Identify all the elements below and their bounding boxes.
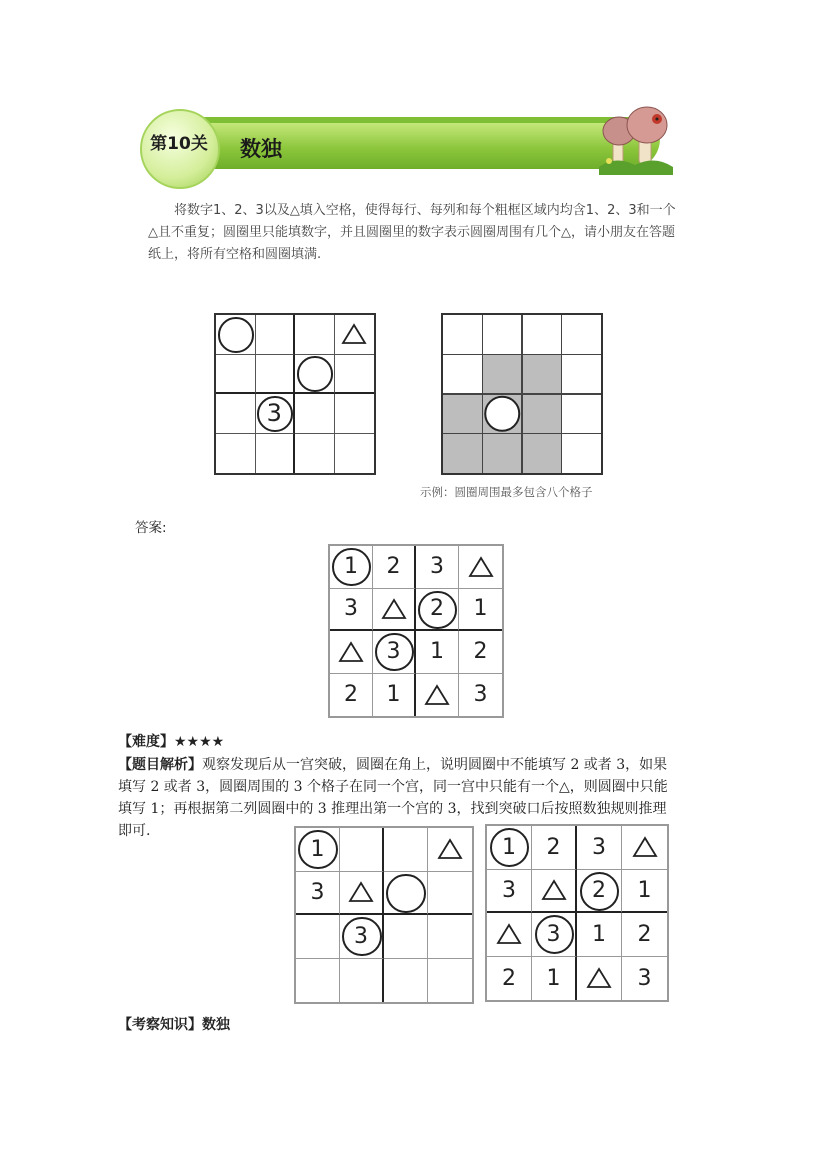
grid-cell xyxy=(416,674,459,717)
grid-number: 1 xyxy=(473,596,488,622)
grid-number: 1 xyxy=(502,834,516,860)
grid-number: 3 xyxy=(344,596,358,622)
triangle-icon xyxy=(468,556,494,578)
grid-number: 3 xyxy=(354,923,368,949)
grid-cell xyxy=(459,631,502,674)
grid-circle xyxy=(297,356,333,392)
grid-cell xyxy=(428,872,472,916)
triangle-icon xyxy=(437,838,463,860)
step-grid xyxy=(294,826,474,1004)
triangle-icon xyxy=(348,881,374,903)
triangle-icon xyxy=(496,923,522,945)
grid-number: 3 xyxy=(592,834,606,860)
grid-number: 2 xyxy=(386,554,401,580)
grid-cell xyxy=(577,826,622,870)
grid-cell xyxy=(256,355,296,395)
grid-cell xyxy=(335,434,375,474)
grid-number: 1 xyxy=(430,639,444,665)
grid-cell xyxy=(622,957,667,1001)
grid-cell xyxy=(622,913,667,957)
grid-cell xyxy=(577,957,622,1001)
grid-number: 1 xyxy=(386,682,401,708)
grid-cell xyxy=(296,828,340,872)
grid-cell xyxy=(256,394,296,434)
grid-circle xyxy=(218,317,254,353)
grid-number: 1 xyxy=(546,965,561,991)
example-grid xyxy=(441,313,603,475)
grid-number: 2 xyxy=(592,877,606,903)
triangle-icon xyxy=(338,641,364,663)
grid-number: 2 xyxy=(430,596,444,622)
triangle-icon xyxy=(381,598,407,620)
grid-number: 1 xyxy=(344,554,358,580)
grid-cell xyxy=(340,828,384,872)
grid-number: 3 xyxy=(430,554,444,580)
grid-number: 3 xyxy=(266,399,282,428)
grid-cell xyxy=(373,589,416,632)
grid-cell xyxy=(428,828,472,872)
grid-cell xyxy=(330,589,373,632)
grid-cell xyxy=(487,826,532,870)
grid-cell xyxy=(428,915,472,959)
grid-cell xyxy=(330,674,373,717)
answer-label: 答案: xyxy=(135,520,167,536)
grid-number: 2 xyxy=(546,834,561,860)
triangle-icon xyxy=(541,879,567,901)
grid-cell xyxy=(487,870,532,914)
grid-cell xyxy=(340,959,384,1003)
grid-cell xyxy=(296,872,340,916)
grid-cell xyxy=(330,631,373,674)
grid-cell xyxy=(256,434,296,474)
grid-cell xyxy=(384,959,428,1003)
grid-cell xyxy=(216,315,256,355)
grid-cell xyxy=(335,355,375,395)
grid-cell xyxy=(487,957,532,1001)
grid-number: 3 xyxy=(310,879,325,905)
example-caption: 示例：圆圈周围最多包含八个格子 xyxy=(420,485,593,499)
grid-number: 2 xyxy=(637,921,652,947)
grid-cell xyxy=(487,913,532,957)
grid-cell xyxy=(459,589,502,632)
triangle-icon xyxy=(632,836,658,858)
grid-number: 3 xyxy=(546,921,561,947)
grid-cell xyxy=(532,826,577,870)
triangle-icon xyxy=(586,967,612,989)
grid-cell xyxy=(256,315,296,355)
grid-cell xyxy=(577,870,622,914)
grid-number: 3 xyxy=(386,639,401,665)
example-grid-drawing xyxy=(443,315,601,473)
example-circle xyxy=(485,397,519,431)
grid-cell xyxy=(373,674,416,717)
grid-cell xyxy=(532,870,577,914)
grid-number: 3 xyxy=(473,682,488,708)
knowledge-label: 【考察知识】 xyxy=(118,1017,202,1033)
grid-number: 1 xyxy=(592,921,606,947)
grid-cell xyxy=(295,394,335,434)
grid-circle xyxy=(386,874,425,913)
triangle-icon xyxy=(341,323,367,345)
analysis-label: 【题目解析】 xyxy=(118,757,202,773)
grid-cell xyxy=(532,957,577,1001)
analysis-text: 观察发现后从一宫突破，圆圈在角上，说明圆圈中不能填写 2 或者 3，如果填写 2 或者 3，圆圈周围的 3 个格子在同一个宫，同一宫中只能有一个△，则圆圈中只能填写 1；再根据第二列圆圈中的 3 推理出第一个宫的 3，找到突破口后按照数独规则推理即可. xyxy=(118,757,668,839)
grid-cell xyxy=(373,546,416,589)
grid-cell xyxy=(295,315,335,355)
level-number: 第10关 xyxy=(150,134,208,154)
grid-cell xyxy=(216,394,256,434)
grid-cell xyxy=(622,826,667,870)
grid-cell xyxy=(577,913,622,957)
grid-cell xyxy=(532,913,577,957)
knowledge-line xyxy=(118,1014,230,1036)
grid-cell xyxy=(340,872,384,916)
grid-cell xyxy=(459,674,502,717)
difficulty-label: 【难度】 xyxy=(118,734,174,750)
grid-number: 2 xyxy=(502,965,516,991)
grid-cell xyxy=(295,355,335,395)
level-banner xyxy=(140,105,670,185)
grid-cell xyxy=(296,915,340,959)
answer-grid xyxy=(328,544,504,718)
grid-number: 3 xyxy=(502,877,516,903)
grid-cell xyxy=(428,959,472,1003)
knowledge-value: 数独 xyxy=(202,1017,230,1033)
grid-cell xyxy=(340,915,384,959)
grid-cell xyxy=(622,870,667,914)
grid-number: 1 xyxy=(310,836,325,862)
final-grid xyxy=(485,824,669,1002)
grid-cell xyxy=(330,546,373,589)
grid-number: 3 xyxy=(637,965,652,991)
grid-cell xyxy=(216,355,256,395)
grid-cell xyxy=(335,394,375,434)
puzzle-grid xyxy=(214,313,376,475)
grid-cell xyxy=(416,631,459,674)
grid-cell xyxy=(416,546,459,589)
grid-cell xyxy=(384,872,428,916)
grid-number: 2 xyxy=(344,682,358,708)
triangle-icon xyxy=(424,684,450,706)
mushroom-icon xyxy=(595,105,675,175)
instructions: 将数字1、2、3以及△填入空格，使得每行、每列和每个粗框区域内均含1、2、3和一个△且不重复；圆圈里只能填数字，并且圆圈里的数字表示圆圈周围有几个△，请小朋友在答题纸上，将所有空格和圆圈填满. xyxy=(148,203,676,262)
grid-number: 2 xyxy=(473,639,488,665)
grid-cell xyxy=(384,915,428,959)
grid-cell xyxy=(384,828,428,872)
grid-cell xyxy=(416,589,459,632)
grid-cell xyxy=(216,434,256,474)
grid-cell xyxy=(296,959,340,1003)
grid-cell xyxy=(335,315,375,355)
level-title: 数独 xyxy=(240,137,282,161)
difficulty-line xyxy=(118,731,224,753)
grid-number: 1 xyxy=(637,877,652,903)
grid-cell xyxy=(295,434,335,474)
grid-cell xyxy=(373,631,416,674)
grid-cell xyxy=(459,546,502,589)
difficulty-stars: ★★★★ xyxy=(174,734,225,750)
